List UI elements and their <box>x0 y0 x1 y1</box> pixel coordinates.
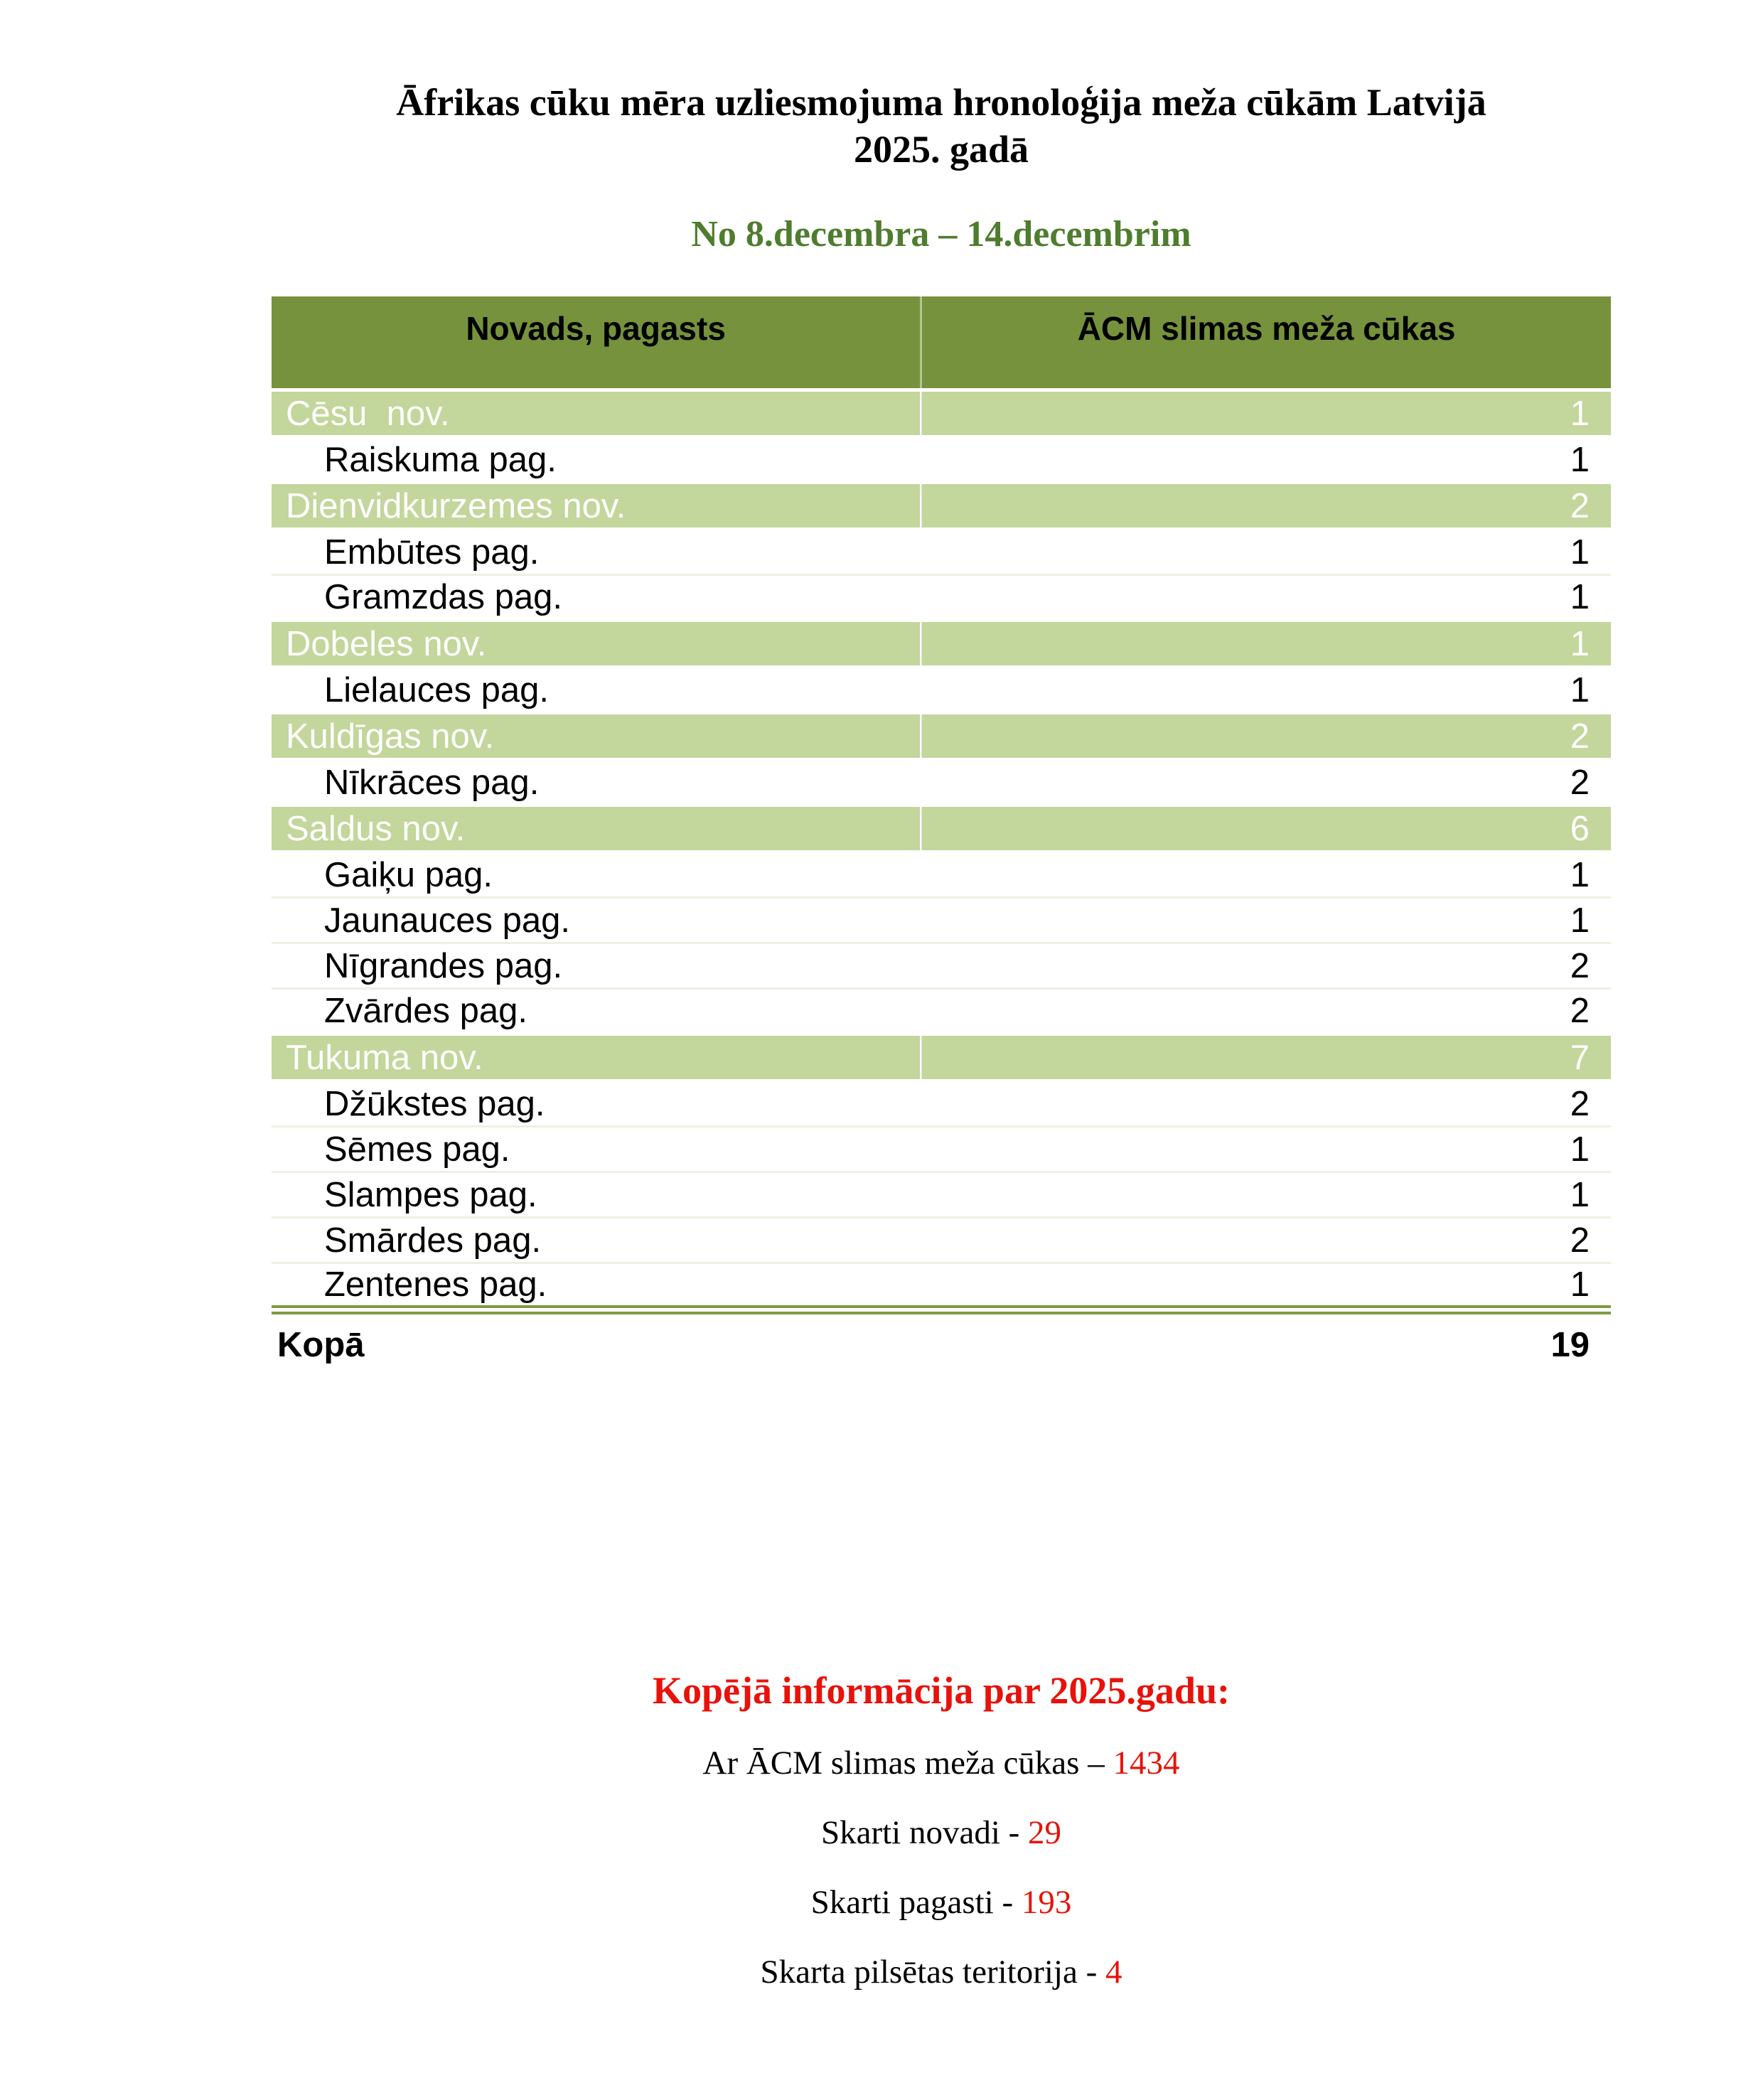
table-total-row <box>272 1310 1611 1370</box>
pagasts-count-cell: 1 <box>921 437 1611 483</box>
pagasts-name-cell: Gaiķu pag. <box>272 852 921 898</box>
table-row-novads <box>272 390 1611 437</box>
table-row-pagasts <box>272 1263 1611 1310</box>
pagasts-count-cell: 1 <box>921 530 1611 575</box>
pagasts-count-cell: 2 <box>921 760 1611 805</box>
pagasts-count-cell: 1 <box>921 1172 1611 1218</box>
pagasts-name-cell: Nīgrandes pag. <box>272 943 921 989</box>
novads-name-cell: Cēsu nov. <box>272 390 921 437</box>
table-row-pagasts <box>272 530 1611 575</box>
novads-name-cell: Tukuma nov. <box>272 1034 921 1081</box>
table-row-pagasts <box>272 943 1611 989</box>
novads-count-cell: 2 <box>921 483 1611 530</box>
pagasts-name-cell: Jaunauces pag. <box>272 898 921 943</box>
page-title-line-2: 2025. gadā <box>853 127 1029 171</box>
pagasts-name-cell: Raiskuma pag. <box>272 437 921 483</box>
novads-count-cell: 1 <box>921 621 1611 668</box>
document-page <box>272 0 1611 1991</box>
novads-count-cell: 7 <box>921 1034 1611 1081</box>
pagasts-name-cell: Slampes pag. <box>272 1172 921 1218</box>
table-body <box>272 390 1611 1370</box>
novads-count-cell: 1 <box>921 390 1611 437</box>
outbreak-table-head <box>272 296 1611 390</box>
pagasts-count-cell: 1 <box>921 898 1611 943</box>
pagasts-name-cell: Zentenes pag. <box>272 1263 921 1310</box>
pagasts-name-cell: Smārdes pag. <box>272 1218 921 1263</box>
summary-line-sick-boars <box>272 1744 1611 1782</box>
pagasts-count-cell: 2 <box>921 1081 1611 1127</box>
novads-name-cell: Kuldīgas nov. <box>272 713 921 760</box>
table-row-pagasts <box>272 437 1611 483</box>
summary-label: Skarta pilsētas teritorija - <box>760 1953 1098 1991</box>
pagasts-count-cell: 1 <box>921 852 1611 898</box>
table-row-novads <box>272 805 1611 852</box>
table-row-pagasts <box>272 1081 1611 1127</box>
table-row-pagasts <box>272 668 1611 713</box>
table-row-novads <box>272 621 1611 668</box>
table-row-pagasts <box>272 1172 1611 1218</box>
page-title-line-1: Āfrikas cūku mēra uzliesmojuma hronoloģija meža cūkām Latvijā <box>396 81 1486 124</box>
table-row-pagasts <box>272 898 1611 943</box>
pagasts-count-cell: 2 <box>921 989 1611 1034</box>
column-header-sick-boars: ĀCM slimas meža cūkas <box>921 296 1611 390</box>
pagasts-name-cell: Sēmes pag. <box>272 1127 921 1172</box>
table-row-pagasts <box>272 760 1611 805</box>
summary-value: 1434 <box>1113 1744 1180 1782</box>
summary-value: 193 <box>1021 1883 1072 1921</box>
table-row-pagasts <box>272 989 1611 1034</box>
column-header-novads-pagasts: Novads, pagasts <box>272 296 921 390</box>
report-period-subtitle: No 8.decembra – 14.decembrim <box>691 213 1191 255</box>
pagasts-count-cell: 1 <box>921 575 1611 621</box>
table-row-pagasts <box>272 852 1611 898</box>
pagasts-count-cell: 1 <box>921 1263 1611 1310</box>
pagasts-name-cell: Nīkrāces pag. <box>272 760 921 805</box>
novads-name-cell: Dobeles nov. <box>272 621 921 668</box>
table-row-novads <box>272 483 1611 530</box>
summary-line-affected-municipalities <box>272 1814 1611 1852</box>
pagasts-count-cell: 1 <box>921 668 1611 713</box>
yearly-summary <box>272 1668 1611 1991</box>
page-title <box>272 80 1611 173</box>
summary-label: Skarti pagasti - <box>810 1883 1014 1921</box>
novads-count-cell: 2 <box>921 713 1611 760</box>
summary-label: Ar ĀCM slimas meža cūkas – <box>702 1744 1105 1782</box>
total-count-cell: 19 <box>921 1310 1611 1370</box>
novads-name-cell: Saldus nov. <box>272 805 921 852</box>
table-row-pagasts <box>272 1218 1611 1263</box>
summary-line-affected-parishes <box>272 1883 1611 1922</box>
table-row-novads <box>272 1034 1611 1081</box>
pagasts-count-cell: 2 <box>921 943 1611 989</box>
pagasts-name-cell: Lielauces pag. <box>272 668 921 713</box>
novads-name-cell: Dienvidkurzemes nov. <box>272 483 921 530</box>
outbreak-table <box>272 296 1611 1370</box>
summary-line-affected-city-territory <box>272 1953 1611 1991</box>
table-row-pagasts <box>272 1127 1611 1172</box>
novads-count-cell: 6 <box>921 805 1611 852</box>
summary-value: 4 <box>1105 1953 1122 1991</box>
pagasts-name-cell: Zvārdes pag. <box>272 989 921 1034</box>
summary-title: Kopējā informācija par 2025.gadu: <box>653 1668 1230 1712</box>
pagasts-name-cell: Embūtes pag. <box>272 530 921 575</box>
pagasts-name-cell: Gramzdas pag. <box>272 575 921 621</box>
pagasts-name-cell: Džūkstes pag. <box>272 1081 921 1127</box>
table-header-row <box>272 296 1611 390</box>
pagasts-count-cell: 1 <box>921 1127 1611 1172</box>
table-row-pagasts <box>272 575 1611 621</box>
table-row-novads <box>272 713 1611 760</box>
pagasts-count-cell: 2 <box>921 1218 1611 1263</box>
summary-label: Skarti novadi - <box>820 1814 1020 1851</box>
total-name-cell: Kopā <box>272 1310 921 1370</box>
summary-value: 29 <box>1028 1814 1062 1851</box>
